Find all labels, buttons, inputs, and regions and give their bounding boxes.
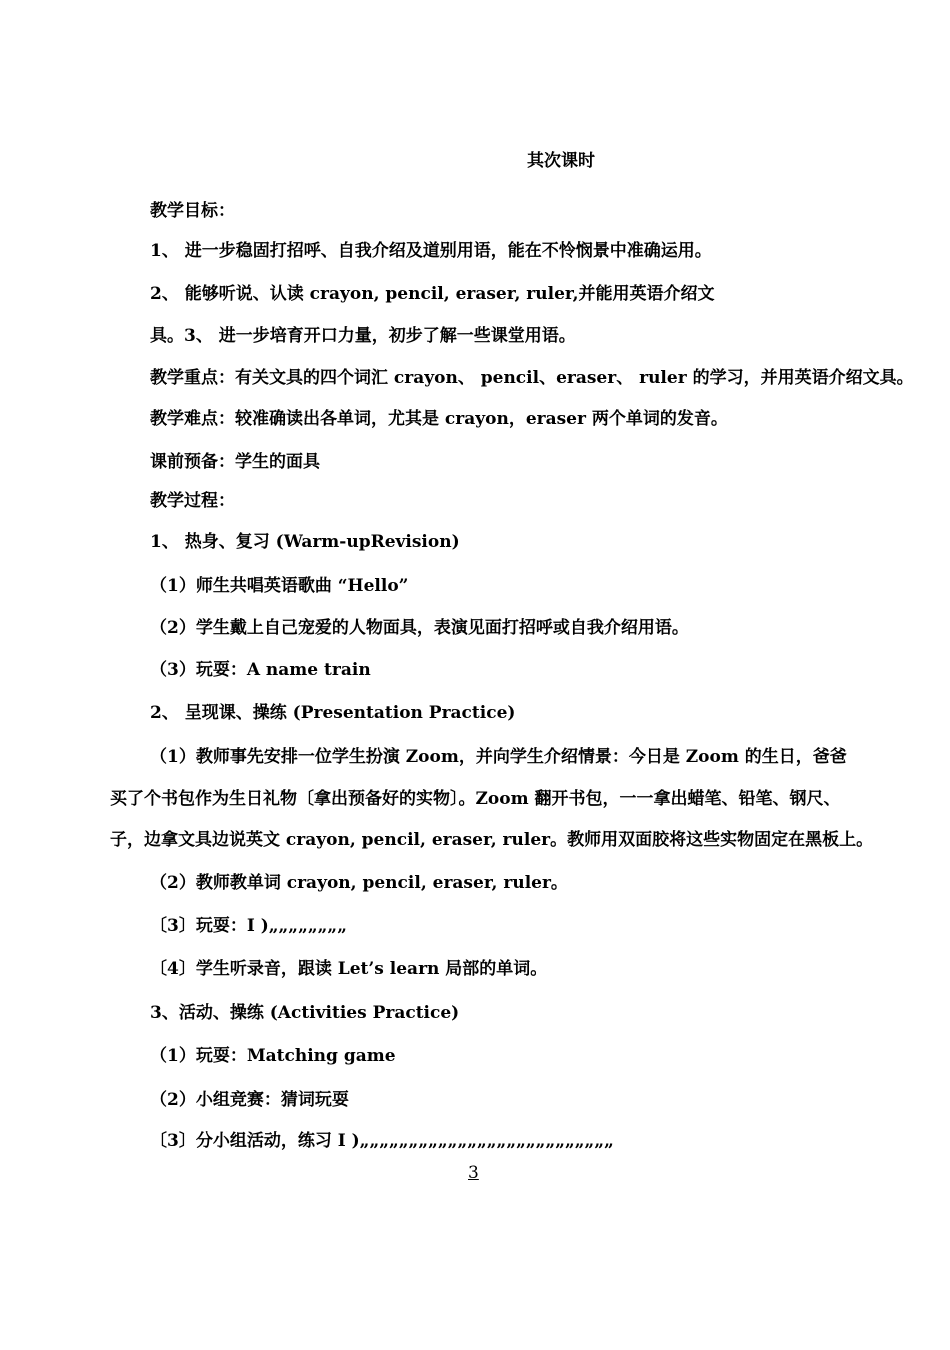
line-section-3: 3、活动、操练 (Activities Practice) (150, 1003, 460, 1023)
line-section-1: 1、 热身、复习 (Warm-upRevision) (150, 532, 460, 552)
line-section-2-item-3: 〔3〕玩耍：I )„„„„„„„„ (150, 916, 347, 936)
line-section-1-item-2: （2）学生戴上自己宠爱的人物面具，表演见面打招呼或自我介绍用语。 (150, 618, 689, 638)
line-objective-3: 具。3、 进一步培育开口力量，初步了解一些课堂用语。 (150, 326, 576, 346)
line-objectives-heading: 教学目标： (150, 201, 235, 221)
line-process-heading: 教学过程： (150, 491, 235, 511)
line-objective-2: 2、 能够听说、认读 crayon, pencil, eraser, ruler,并能用英语介绍文 (150, 284, 715, 304)
document-title: 其次课时 (527, 151, 595, 171)
line-key-points: 教学重点：有关文具的四个词汇 crayon、 pencil、eraser、 ruler 的学习，并用英语介绍文具。 (150, 368, 914, 388)
line-section-2-item-1a: （1）教师事先安排一位学生扮演 Zoom，并向学生介绍情景：今日是 Zoom 的生日，爸爸 (150, 747, 847, 767)
line-section-2: 2、 呈现课、操练 (Presentation Practice) (150, 703, 516, 723)
line-section-2-item-1b: 买了个书包作为生日礼物〔拿出预备好的实物〕。Zoom 翻开书包，一一拿出蜡笔、铅笔、钢尺、 (110, 789, 841, 809)
line-objective-1: 1、 进一步稳固打招呼、自我介绍及道别用语，能在不怜悯景中准确运用。 (150, 241, 712, 261)
line-section-1-item-3: （3）玩耍：A name train (150, 660, 371, 680)
line-section-3-item-1: （1）玩耍：Matching game (150, 1046, 396, 1066)
line-difficulties: 教学难点：较准确读出各单词，尤其是 crayon，eraser 两个单词的发音。 (150, 409, 728, 429)
line-section-3-item-2: （2）小组竞赛：猜词玩耍 (150, 1090, 349, 1110)
line-section-2-item-1c: 子，边拿文具边说英文 crayon, pencil, eraser, ruler。教师用双面胶将这些实物固定在黑板上。 (110, 830, 874, 850)
page-number: 3 (468, 1163, 479, 1183)
line-preparation: 课前预备：学生的面具 (150, 452, 320, 472)
line-section-2-item-2: （2）教师教单词 crayon, pencil, eraser, ruler。 (150, 873, 568, 893)
line-section-1-item-1: （1）师生共唱英语歌曲 “Hello” (150, 576, 409, 596)
line-section-2-item-4: 〔4〕学生听录音，跟读 Let’s learn 局部的单词。 (150, 959, 548, 979)
line-section-3-item-3: 〔3〕分小组活动，练习 I )„„„„„„„„„„„„„„„„„„„„„„„„„„ (150, 1131, 614, 1151)
